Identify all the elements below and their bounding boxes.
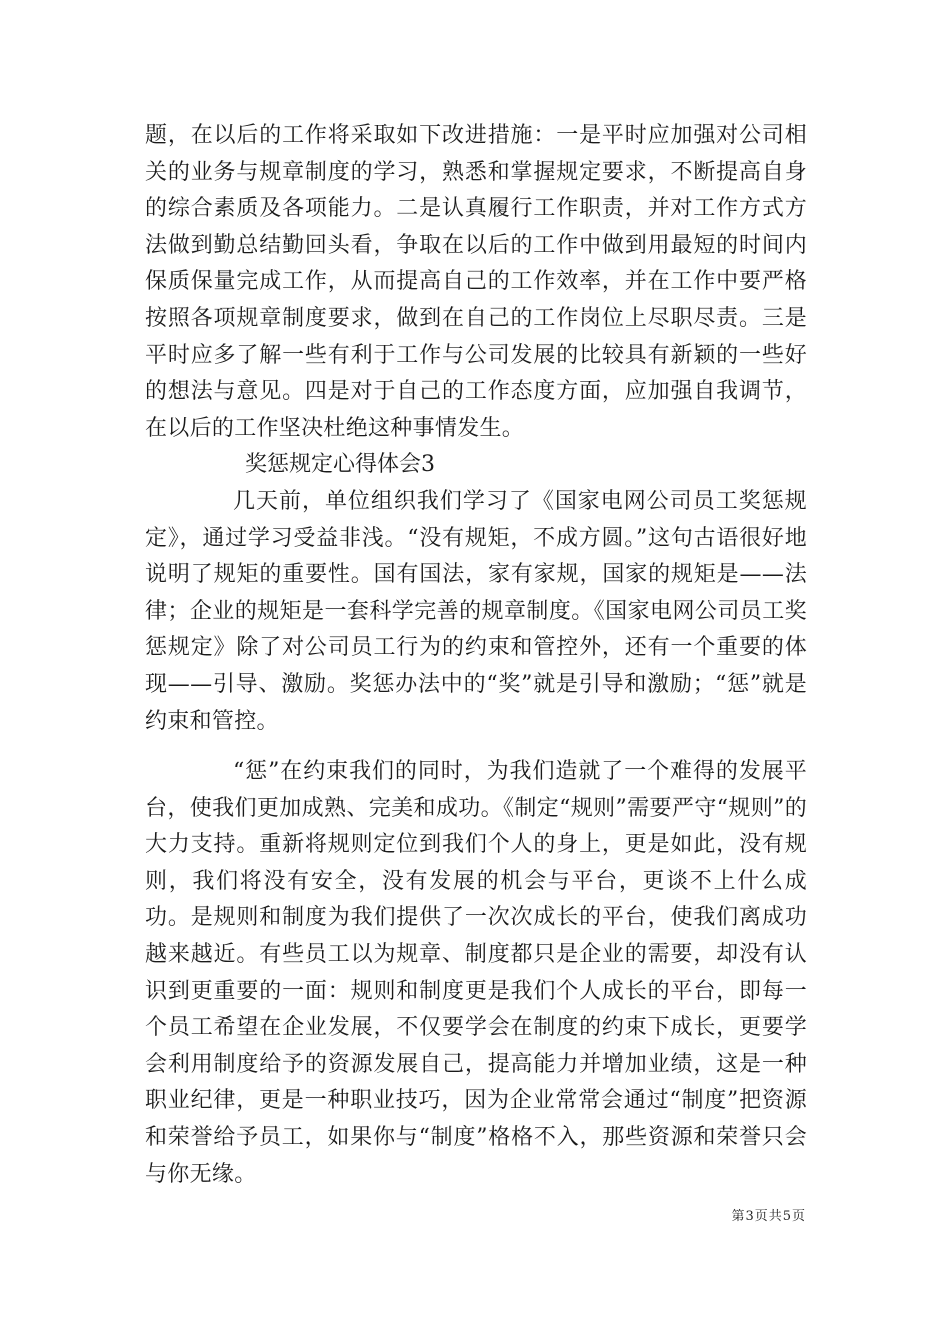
page-number-footer: 第3页共5页 [731,1209,806,1224]
document-page [145,118,807,1193]
paragraph-study-rules: 几天前，单位组织我们学习了《国家电网公司员工奖惩规定》，通过学习受益非浅。“没有规矩，不成方圆。”这句古语很好地说明了规矩的重要性。国有国法，家有家规，国家的规矩是——法律；企业的规矩是一套科学完善的规章制度。《国家电网公司员工奖惩规定》除了对公司员工行为的约束和管控外，还有一个重要的体现——引导、激励。奖惩办法中的“奖”就是引导和激励；“惩”就是约束和管控。 [145,488,807,734]
paragraph-punishment-platform: “惩”在约束我们的同时，为我们造就了一个难得的发展平台，使我们更加成熟、完美和成功。《制定“规则”需要严守“规则”的大力支持。重新将规则定位到我们个人的身上，更是如此，没有规则，我们将没有安全，没有发展的机会与平台，更谈不上什么成功。是规则和制度为我们提供了一次次成长的平台，使我们离成功越来越近。有些员工以为规章、制度都只是企业的需要，却没有认识到更重要的一面：规则和制度更是我们个人成长的平台，即每一个员工希望在企业发展，不仅要学会在制度的约束下成长，更要学会利用制度给予的资源发展自己，提高能力并增加业绩，这是一种职业纪律，更是一种职业技巧，因为企业常常会通过“制度”把资源和荣誉给予员工，如果你与“制度”格格不入，那些资源和荣誉只会与你无缘。 [145,759,807,1187]
section-heading: 奖惩规定心得体会3 [245,452,435,478]
paragraph-improvement-measures: 题，在以后的工作将采取如下改进措施：一是平时应加强对公司相关的业务与规章制度的学习，熟悉和掌握规定要求，不断提高自身的综合素质及各项能力。二是认真履行工作职责，并对工作方式方法做到勤总结勤回头看，争取在以后的工作中做到用最短的时间内保质保量完成工作，从而提高自己的工作效率，并在工作中要严格按照各项规章制度要求，做到在自己的工作岗位上尽职尽责。三是平时应多了解一些有利于工作与公司发展的比较具有新颖的一些好的想法与意见。四是对于自己的工作态度方面，应加强自我调节，在以后的工作坚决杜绝这种事情发生。 [145,123,807,441]
